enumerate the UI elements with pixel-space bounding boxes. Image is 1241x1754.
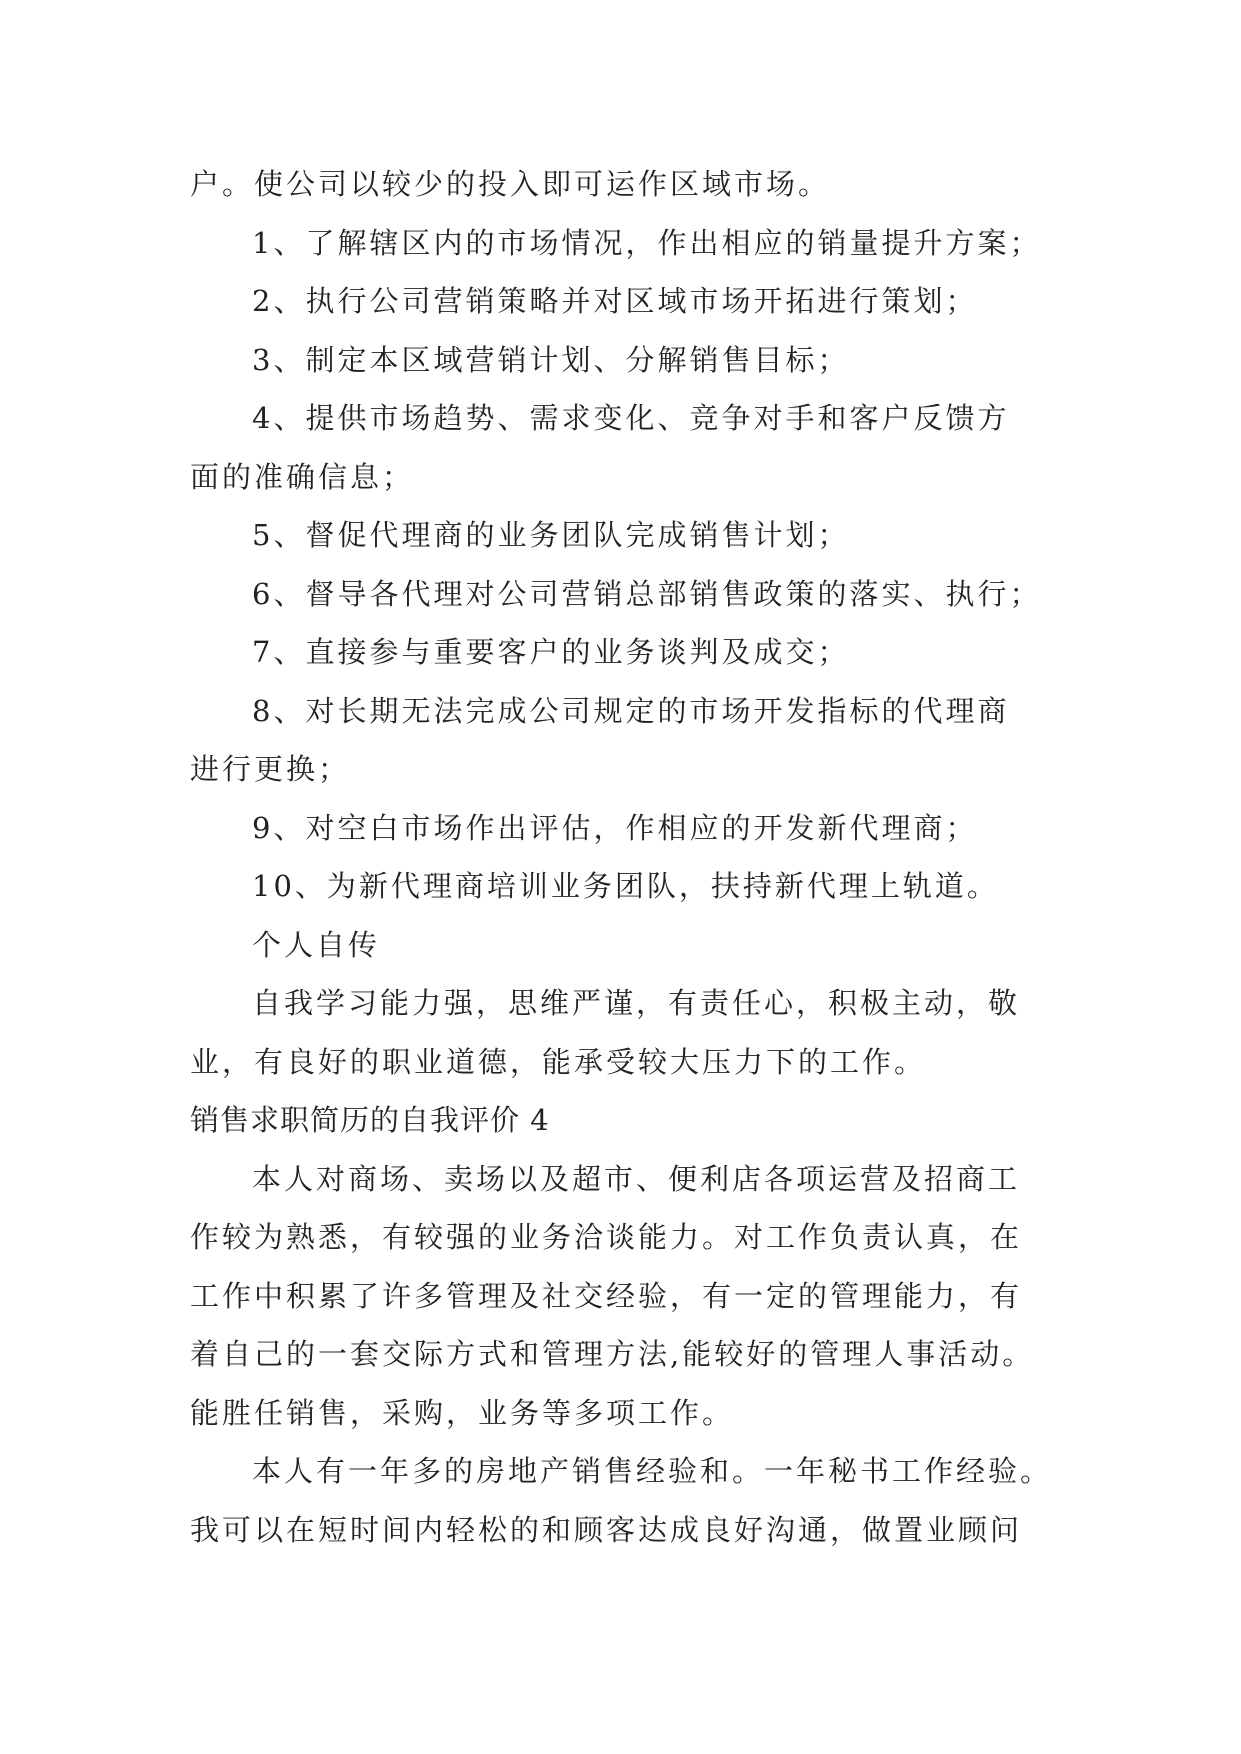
- list-item-4: 4、提供市场趋势、需求变化、竞争对手和客户反馈方: [252, 401, 1010, 435]
- list-item-9: 9、对空白市场作出评估，作相应的开发新代理商；: [252, 810, 978, 845]
- section-heading: 销售求职简历的自我评价 4: [190, 1103, 550, 1137]
- list-item-8: 8、对长期无法完成公司规定的市场开发指标的代理商: [252, 693, 1010, 728]
- section-title-autobiography: 个人自传: [252, 927, 381, 962]
- paragraph-line: 工作中积累了许多管理及社交经验，有一定的管理能力，有: [190, 1278, 1023, 1313]
- list-item-1: 1、了解辖区内的市场情况，作出相应的销量提升方案；: [252, 225, 1042, 260]
- paragraph-line: 着自己的一套交际方式和管理方法,能较好的管理人事活动。: [190, 1337, 1035, 1371]
- list-item-2: 2、执行公司营销策略并对区域市场开拓进行策划；: [252, 284, 978, 318]
- list-item-4-continued: 面的准确信息；: [190, 459, 415, 494]
- document-body: [190, 155, 1060, 1559]
- paragraph-line: 我可以在短时间内轻松的和顾客达成良好沟通，做置业顾问: [190, 1512, 1023, 1547]
- paragraph-line: 业，有良好的职业道德，能承受较大压力下的工作。: [190, 1044, 927, 1079]
- paragraph-line: 本人对商场、卖场以及超市、便利店各项运营及招商工: [252, 1161, 1021, 1196]
- paragraph-line: 能胜任销售，采购，业务等多项工作。: [190, 1395, 735, 1430]
- list-item-3: 3、制定本区域营销计划、分解销售目标；: [252, 342, 850, 377]
- paragraph-line: 户。使公司以较少的投入即可运作区域市场。: [190, 167, 831, 201]
- paragraph-line: 作较为熟悉，有较强的业务洽谈能力。对工作负责认真，在: [190, 1220, 1023, 1254]
- list-item-7: 7、直接参与重要客户的业务谈判及成交；: [252, 635, 850, 669]
- list-item-10: 10、为新代理商培训业务团队，扶持新代理上轨道。: [252, 869, 999, 903]
- list-item-8-continued: 进行更换；: [190, 752, 351, 786]
- list-item-5: 5、督促代理商的业务团队完成销售计划；: [252, 518, 850, 552]
- paragraph-line: 本人有一年多的房地产销售经验和。一年秘书工作经验。: [252, 1454, 1053, 1488]
- list-item-6: 6、督导各代理对公司营销总部销售政策的落实、执行；: [252, 576, 1042, 611]
- paragraph-line: 自我学习能力强，思维严谨，有责任心，积极主动，敬: [252, 986, 1021, 1020]
